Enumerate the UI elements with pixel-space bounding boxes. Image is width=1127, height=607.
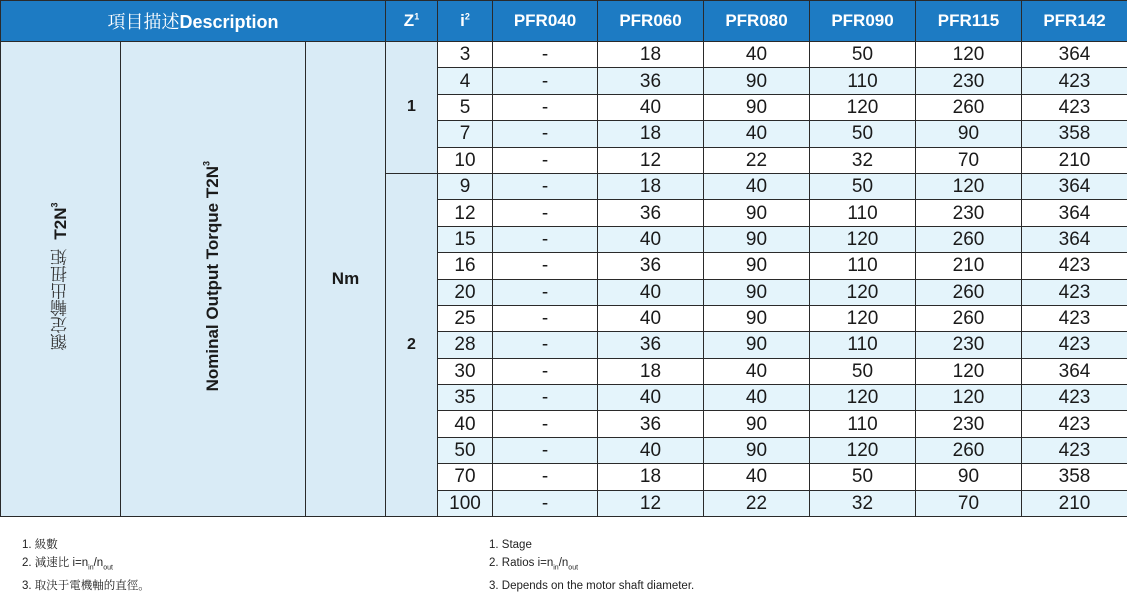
note-2-en: 2. Ratios $i=n_{in}/n_{out}$ [489,557,579,572]
torque-value-cell: - [493,332,598,358]
torque-value-cell: - [493,490,598,516]
torque-value-cell: 90 [916,121,1022,147]
torque-value-cell: 40 [704,385,810,411]
torque-value-cell: 260 [916,437,1022,463]
torque-value-cell: 423 [1022,411,1127,437]
torque-value-cell: 358 [1022,121,1127,147]
torque-value-cell: 90 [704,305,810,331]
torque-value-cell: 110 [810,332,916,358]
torque-value-cell: 40 [598,385,704,411]
torque-value-cell: 12 [598,490,704,516]
torque-value-cell: 70 [916,147,1022,173]
torque-value-cell: 423 [1022,68,1127,94]
torque-value-cell: 230 [916,200,1022,226]
torque-value-cell: 18 [598,121,704,147]
torque-value-cell: 230 [916,68,1022,94]
torque-value-cell: 364 [1022,226,1127,252]
torque-value-cell: 40 [598,279,704,305]
torque-value-cell: 90 [704,332,810,358]
torque-value-cell: 364 [1022,358,1127,384]
ratio-cell: 9 [438,173,493,199]
torque-value-cell: 260 [916,226,1022,252]
torque-value-cell: - [493,68,598,94]
torque-value-cell: 50 [810,173,916,199]
ratio-cell: 28 [438,332,493,358]
torque-value-cell: 230 [916,411,1022,437]
torque-value-cell: 210 [1022,147,1127,173]
torque-value-cell: 210 [1022,490,1127,516]
note-1-zh: 1. 級數 [22,539,58,551]
torque-value-cell: 36 [598,253,704,279]
torque-value-cell: 90 [704,226,810,252]
torque-value-cell: 120 [916,42,1022,68]
header-row [1,1,1127,42]
torque-value-cell: 364 [1022,200,1127,226]
torque-value-cell: 364 [1022,173,1127,199]
ratio-cell: 5 [438,94,493,120]
stage-cell: 2 [386,173,438,516]
torque-value-cell: 120 [810,279,916,305]
torque-value-cell: 120 [916,385,1022,411]
torque-value-cell: 120 [810,94,916,120]
ratio-cell: 20 [438,279,493,305]
torque-value-cell: 423 [1022,437,1127,463]
torque-value-cell: 358 [1022,464,1127,490]
model-header: PFR090 [810,1,916,42]
note-1-en: 1. Stage [489,539,532,551]
ratio-cell: 3 [438,42,493,68]
label-chinese: 額定輸出扭矩 $T2N^3$ [1,42,121,517]
torque-value-cell: - [493,226,598,252]
torque-value-cell: 50 [810,358,916,384]
ratio-cell: 70 [438,464,493,490]
torque-value-cell: 423 [1022,94,1127,120]
ratio-cell: 4 [438,68,493,94]
torque-value-cell: 18 [598,358,704,384]
torque-value-cell: 260 [916,94,1022,120]
ratio-cell: 15 [438,226,493,252]
torque-value-cell: 50 [810,42,916,68]
torque-value-cell: - [493,147,598,173]
torque-value-cell: 90 [916,464,1022,490]
model-header: PFR060 [598,1,704,42]
torque-value-cell: 36 [598,68,704,94]
label-english: Nominal Output Torque $T2N^3$ [121,42,306,517]
torque-value-cell: 423 [1022,332,1127,358]
ratio-cell: 10 [438,147,493,173]
torque-value-cell: 90 [704,68,810,94]
torque-value-cell: 120 [810,385,916,411]
torque-value-cell: 423 [1022,305,1127,331]
ratio-cell: 7 [438,121,493,147]
torque-value-cell: 50 [810,464,916,490]
torque-value-cell: - [493,411,598,437]
torque-value-cell: - [493,358,598,384]
torque-value-cell: 120 [916,173,1022,199]
unit-cell: Nm [306,42,386,517]
torque-value-cell: 40 [598,94,704,120]
torque-value-cell: 260 [916,305,1022,331]
torque-value-cell: 110 [810,200,916,226]
torque-value-cell: 32 [810,147,916,173]
table-row [1,42,1127,68]
torque-value-cell: 40 [704,173,810,199]
torque-value-cell: 40 [598,226,704,252]
torque-value-cell: - [493,437,598,463]
torque-value-cell: - [493,305,598,331]
torque-value-cell: 110 [810,68,916,94]
stage-header: $Z^1$ [386,1,438,42]
model-header: PFR040 [493,1,598,42]
torque-value-cell: - [493,42,598,68]
model-header: PFR115 [916,1,1022,42]
torque-value-cell: - [493,94,598,120]
torque-value-cell: 12 [598,147,704,173]
torque-value-cell: 90 [704,279,810,305]
torque-value-cell: 18 [598,42,704,68]
ratio-cell: 16 [438,253,493,279]
ratio-cell: 40 [438,411,493,437]
torque-value-cell: 120 [810,226,916,252]
torque-value-cell: - [493,173,598,199]
torque-value-cell: 120 [810,437,916,463]
ratio-cell: 30 [438,358,493,384]
notes-english [489,536,694,595]
note-2-zh: 2. 減速比 $i=n_{in}/n_{out}$ [22,557,113,572]
note-3-en: 3. Depends on the motor shaft diameter. [489,580,695,593]
torque-value-cell: 260 [916,279,1022,305]
torque-value-cell: 90 [704,253,810,279]
torque-value-cell: 40 [704,42,810,68]
torque-value-cell: 40 [704,358,810,384]
notes-chinese [22,536,150,595]
torque-value-cell: 90 [704,411,810,437]
torque-value-cell: - [493,279,598,305]
stage-cell: 1 [386,42,438,174]
torque-value-cell: 90 [704,437,810,463]
torque-value-cell: 120 [916,358,1022,384]
model-header: PFR142 [1022,1,1127,42]
torque-value-cell: 36 [598,411,704,437]
torque-value-cell: 210 [916,253,1022,279]
ratio-cell: 50 [438,437,493,463]
torque-value-cell: - [493,253,598,279]
torque-value-cell: 230 [916,332,1022,358]
torque-value-cell: 40 [704,464,810,490]
torque-value-cell: 423 [1022,253,1127,279]
torque-value-cell: 90 [704,94,810,120]
torque-value-cell: 18 [598,173,704,199]
torque-value-cell: - [493,464,598,490]
ratio-cell: 25 [438,305,493,331]
torque-value-cell: 40 [704,121,810,147]
torque-value-cell: - [493,200,598,226]
ratio-cell: 12 [438,200,493,226]
torque-value-cell: 120 [810,305,916,331]
model-header: PFR080 [704,1,810,42]
torque-value-cell: 110 [810,411,916,437]
torque-value-cell: - [493,121,598,147]
torque-value-cell: 423 [1022,385,1127,411]
ratio-cell: 35 [438,385,493,411]
torque-value-cell: 22 [704,490,810,516]
torque-value-cell: 90 [704,200,810,226]
torque-value-cell: - [493,385,598,411]
torque-value-cell: 32 [810,490,916,516]
torque-value-cell: 36 [598,332,704,358]
torque-value-cell: 40 [598,305,704,331]
torque-value-cell: 50 [810,121,916,147]
note-3-zh: 3. 取決于電機軸的直徑。 [22,580,150,593]
torque-value-cell: 70 [916,490,1022,516]
torque-value-cell: 423 [1022,279,1127,305]
torque-value-cell: 36 [598,200,704,226]
ratio-cell: 100 [438,490,493,516]
torque-value-cell: 110 [810,253,916,279]
torque-value-cell: 18 [598,464,704,490]
torque-value-cell: 40 [598,437,704,463]
ratio-header: $i^2$ [438,1,493,42]
description-header: 項目描述Description [1,1,386,42]
torque-value-cell: 364 [1022,42,1127,68]
torque-value-cell: 22 [704,147,810,173]
